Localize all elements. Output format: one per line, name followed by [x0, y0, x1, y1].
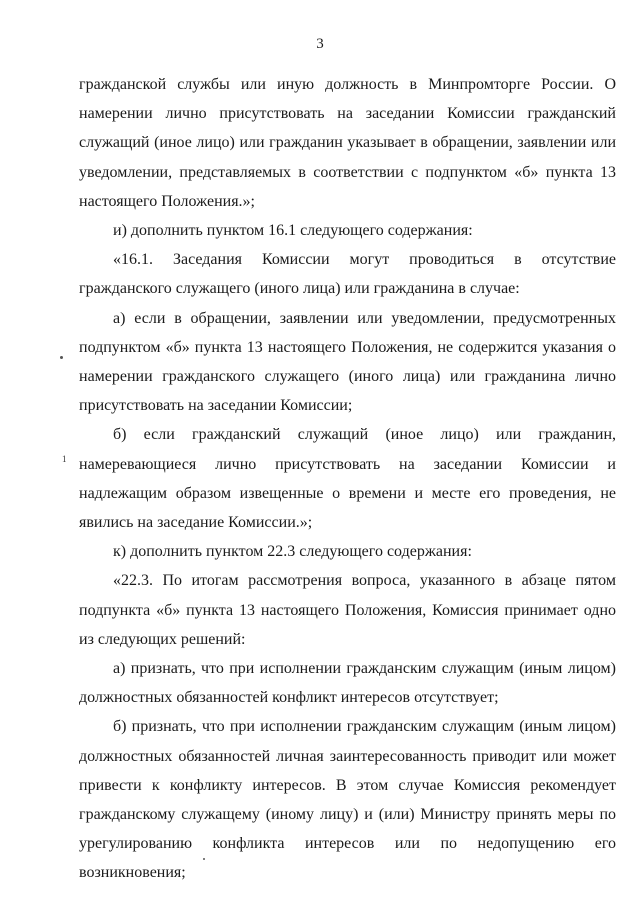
document-body [79, 70, 616, 888]
scan-speck [203, 858, 205, 860]
paragraph-22-3: «22.3. По итогам рассмотрения вопроса, указанного в абзаце пятом подпункта «б» пункта 13 настоящего Положения, Комиссия принимает одно из следующих решений: [79, 572, 616, 648]
margin-mark: 1 [62, 454, 67, 464]
paragraph-16-1-a: а) если в обращении, заявлении или уведомлении, предусмотренных подпунктом «б» пункта 13 настоящего Положения, не содержится указания о намерении гражданского служащего (иного лица) или гражданина лично присутствовать на заседании Комиссии; [79, 309, 616, 415]
paragraph-22-3-b: б) признать, что при исполнении гражданским служащим (иным лицом) должностных обязанностей личная заинтересованность приводит или может привести к конфликту интересов. В этом случае Комиссия рекомендует гражданскому служащему (иному лицу) и (или) Министру принять меры по урегулированию конфликта интересов или по недопущению его возникновения; [79, 718, 616, 882]
page-number: 3 [316, 36, 324, 52]
margin-dot [60, 356, 63, 359]
paragraph-item-i: и) дополнить пунктом 16.1 следующего содержания: [113, 222, 473, 240]
paragraph-continuation: гражданской службы или иную должность в Минпромторге России. О намерении лично присутствовать на заседании Комиссии гражданский служащий (иное лицо) или гражданин указывает в обращении, заявлении или уведомлении, представляемых в соответствии с подпунктом «б» пункта 13 настоящего Положения.»; [79, 76, 616, 210]
paragraph-22-3-a: а) признать, что при исполнении гражданским служащим (иным лицом) должностных обязанностей конфликт интересов отсутствует; [79, 660, 616, 707]
paragraph-16-1-b: б) если гражданский служащий (иное лицо) или гражданин, намеревающиеся лично присутствовать на заседании Комиссии и надлежащим образом извещенные о времени и месте его проведения, не явились на заседание Комиссии.»; [79, 426, 616, 532]
paragraph-item-k: к) дополнить пунктом 22.3 следующего содержания: [113, 543, 472, 561]
paragraph-16-1: «16.1. Заседания Комиссии могут проводиться в отсутствие гражданского служащего (иного лица) или гражданина в случае: [79, 251, 616, 298]
